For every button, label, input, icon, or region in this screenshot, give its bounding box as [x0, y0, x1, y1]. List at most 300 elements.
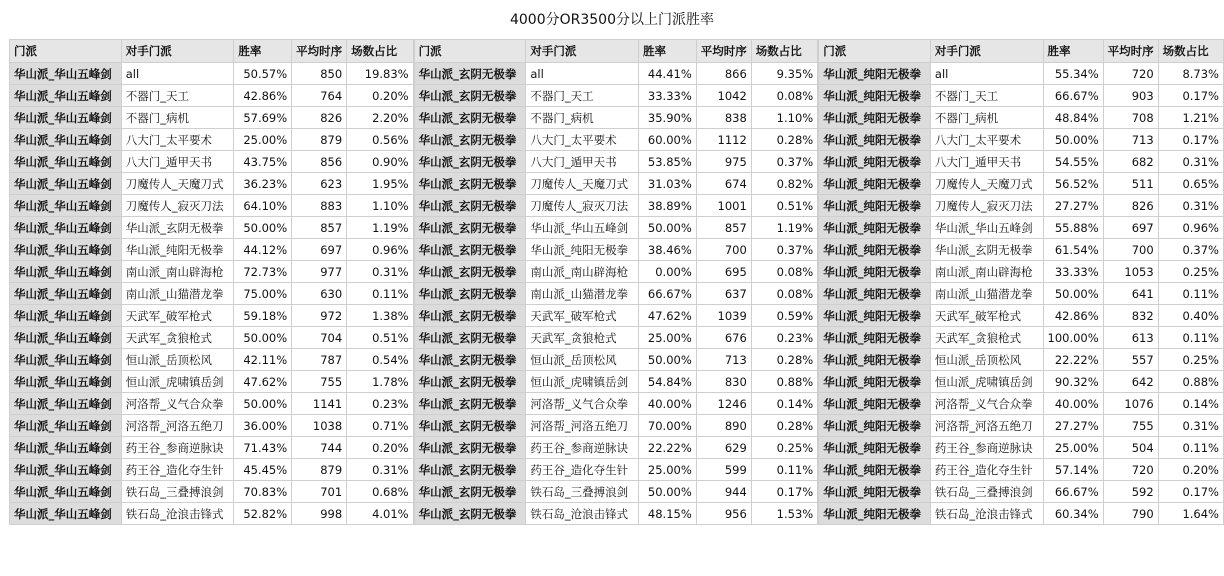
opponent-cell: 南山派_山猫潜龙拳 [121, 283, 234, 305]
sect-cell: 华山派_华山五峰剑 [10, 85, 122, 107]
sect-cell: 华山派_华山五峰剑 [10, 217, 122, 239]
winrate-cell: 42.11% [234, 349, 292, 371]
match-share-cell: 0.11% [1158, 283, 1223, 305]
opponent-cell: 河洛帮_义气合众拳 [121, 393, 234, 415]
table-row [10, 261, 414, 283]
avg-timing-cell: 977 [292, 261, 347, 283]
opponent-cell: 不器门_病机 [930, 107, 1043, 129]
opponent-cell: 不器门_病机 [121, 107, 234, 129]
winrate-cell: 59.18% [234, 305, 292, 327]
opponent-cell: 华山派_纯阳无极拳 [526, 239, 639, 261]
winrate-cell: 44.41% [639, 63, 697, 85]
match-share-cell: 0.23% [347, 393, 413, 415]
opponent-cell: 华山派_玄阴无极拳 [121, 217, 234, 239]
sect-cell: 华山派_华山五峰剑 [10, 393, 122, 415]
avg-timing-cell: 695 [696, 261, 751, 283]
table-row [414, 371, 818, 393]
table-header-row [10, 40, 414, 63]
table-row [819, 393, 1224, 415]
opponent-header: 对手门派 [526, 40, 639, 63]
winrate-header: 胜率 [639, 40, 697, 63]
table-row [414, 415, 818, 437]
match-share-cell: 0.17% [1158, 129, 1223, 151]
avg-timing-cell: 857 [696, 217, 751, 239]
opponent-cell: 药王谷_造化夺生针 [121, 459, 234, 481]
winrate-cell: 90.32% [1043, 371, 1103, 393]
opponent-cell: 南山派_南山辟海枪 [121, 261, 234, 283]
sect-cell: 华山派_华山五峰剑 [10, 195, 122, 217]
sect-cell: 华山派_华山五峰剑 [10, 481, 122, 503]
sect-cell: 华山派_纯阳无极拳 [819, 261, 931, 283]
winrate-cell: 64.10% [234, 195, 292, 217]
match-share-cell: 2.20% [347, 107, 413, 129]
avg-timing-cell: 1039 [696, 305, 751, 327]
winrate-cell: 66.67% [1043, 85, 1103, 107]
match-share-cell: 0.08% [751, 261, 817, 283]
match-share-cell: 0.25% [1158, 261, 1223, 283]
winrate-cell: 66.67% [639, 283, 697, 305]
match-share-cell: 0.11% [1158, 327, 1223, 349]
opponent-cell: 不器门_天工 [121, 85, 234, 107]
match-share-cell: 0.11% [751, 459, 817, 481]
sect-header: 门派 [819, 40, 931, 63]
avg-timing-cell: 623 [292, 173, 347, 195]
winrate-cell: 57.14% [1043, 459, 1103, 481]
avg-timing-cell: 642 [1103, 371, 1158, 393]
avg-timing-cell: 637 [696, 283, 751, 305]
sect-cell: 华山派_玄阴无极拳 [414, 217, 526, 239]
table-row [819, 239, 1224, 261]
sect-cell: 华山派_纯阳无极拳 [819, 393, 931, 415]
avg-timing-cell: 641 [1103, 283, 1158, 305]
avg-timing-cell: 975 [696, 151, 751, 173]
winrate-cell: 25.00% [1043, 437, 1103, 459]
winrate-cell: 57.69% [234, 107, 292, 129]
match-share-cell: 0.37% [751, 151, 817, 173]
opponent-cell: 刀魔传人_寂灭刀法 [121, 195, 234, 217]
table-row [10, 371, 414, 393]
table-row [414, 327, 818, 349]
table-header-row [414, 40, 818, 63]
winrate-cell: 22.22% [639, 437, 697, 459]
winrate-cell: 55.88% [1043, 217, 1103, 239]
sect-cell: 华山派_华山五峰剑 [10, 503, 122, 525]
sect-cell: 华山派_华山五峰剑 [10, 327, 122, 349]
opponent-cell: 河洛帮_义气合众拳 [526, 393, 639, 415]
winrate-cell: 44.12% [234, 239, 292, 261]
sect-cell: 华山派_华山五峰剑 [10, 415, 122, 437]
winrate-cell: 36.00% [234, 415, 292, 437]
sect-cell: 华山派_纯阳无极拳 [819, 503, 931, 525]
match-share-cell: 19.83% [347, 63, 413, 85]
avg-timing-cell: 592 [1103, 481, 1158, 503]
table-row [414, 85, 818, 107]
match-share-cell: 0.90% [347, 151, 413, 173]
winrate-cell: 47.62% [234, 371, 292, 393]
winrate-cell: 45.45% [234, 459, 292, 481]
opponent-cell: 恒山派_岳顶松风 [930, 349, 1043, 371]
opponent-header: 对手门派 [121, 40, 234, 63]
table-row [414, 349, 818, 371]
table-row [10, 415, 414, 437]
table-row [819, 503, 1224, 525]
opponent-cell: 华山派_玄阴无极拳 [930, 239, 1043, 261]
avg-timing-cell: 701 [292, 481, 347, 503]
match-share-cell: 0.11% [1158, 437, 1223, 459]
opponent-cell: 铁石岛_沧浪击锋式 [930, 503, 1043, 525]
winrate-cell: 50.00% [639, 481, 697, 503]
match-share-cell: 0.82% [751, 173, 817, 195]
opponent-cell: 药王谷_参商逆脉诀 [526, 437, 639, 459]
table-row [414, 481, 818, 503]
winrate-tables [9, 39, 1224, 525]
winrate-cell: 47.62% [639, 305, 697, 327]
table-header-row [819, 40, 1224, 63]
sect-cell: 华山派_纯阳无极拳 [819, 349, 931, 371]
winrate-cell: 50.00% [234, 217, 292, 239]
avg-timing-cell: 838 [696, 107, 751, 129]
avg-timing-cell: 504 [1103, 437, 1158, 459]
sect-cell: 华山派_华山五峰剑 [10, 239, 122, 261]
match-share-header: 场数占比 [1158, 40, 1223, 63]
table-row [414, 239, 818, 261]
table-row [819, 349, 1224, 371]
winrate-cell: 75.00% [234, 283, 292, 305]
sect-cell: 华山派_玄阴无极拳 [414, 481, 526, 503]
table-row [819, 63, 1224, 85]
sect-cell: 华山派_玄阴无极拳 [414, 85, 526, 107]
winrate-cell: 35.90% [639, 107, 697, 129]
opponent-cell: 恒山派_岳顶松风 [121, 349, 234, 371]
sect-cell: 华山派_纯阳无极拳 [819, 217, 931, 239]
avg-timing-cell: 674 [696, 173, 751, 195]
winrate-cell: 52.82% [234, 503, 292, 525]
avg-timing-cell: 744 [292, 437, 347, 459]
match-share-cell: 4.01% [347, 503, 413, 525]
sect-cell: 华山派_玄阴无极拳 [414, 437, 526, 459]
avg-timing-cell: 676 [696, 327, 751, 349]
sect-cell: 华山派_纯阳无极拳 [819, 239, 931, 261]
sect-cell: 华山派_纯阳无极拳 [819, 107, 931, 129]
opponent-cell: 药王谷_参商逆脉诀 [121, 437, 234, 459]
avg-timing-cell: 944 [696, 481, 751, 503]
avg-timing-cell: 682 [1103, 151, 1158, 173]
avg-timing-cell: 856 [292, 151, 347, 173]
avg-timing-cell: 850 [292, 63, 347, 85]
sect-cell: 华山派_纯阳无极拳 [819, 371, 931, 393]
sect-cell: 华山派_纯阳无极拳 [819, 459, 931, 481]
winrate-cell: 40.00% [1043, 393, 1103, 415]
match-share-header: 场数占比 [751, 40, 817, 63]
table-row [819, 173, 1224, 195]
winrate-header: 胜率 [1043, 40, 1103, 63]
opponent-cell: 不器门_天工 [526, 85, 639, 107]
winrate-header: 胜率 [234, 40, 292, 63]
winrate-cell: 54.55% [1043, 151, 1103, 173]
avg-timing-cell: 629 [696, 437, 751, 459]
table-row [819, 327, 1224, 349]
avg-timing-cell: 998 [292, 503, 347, 525]
avg-timing-cell: 903 [1103, 85, 1158, 107]
table-row [819, 481, 1224, 503]
sect-cell: 华山派_玄阴无极拳 [414, 129, 526, 151]
opponent-cell: 南山派_南山辟海枪 [930, 261, 1043, 283]
avg-timing-cell: 826 [1103, 195, 1158, 217]
table-row [819, 129, 1224, 151]
opponent-cell: 天武军_破军枪式 [121, 305, 234, 327]
sect-cell: 华山派_玄阴无极拳 [414, 195, 526, 217]
opponent-cell: 刀魔传人_天魔刀式 [526, 173, 639, 195]
opponent-cell: 河洛帮_河洛五绝刀 [930, 415, 1043, 437]
match-share-cell: 0.65% [1158, 173, 1223, 195]
winrate-table-3 [818, 39, 1224, 525]
match-share-cell: 1.10% [751, 107, 817, 129]
opponent-cell: 华山派_华山五峰剑 [526, 217, 639, 239]
avg-timing-cell: 1053 [1103, 261, 1158, 283]
winrate-cell: 50.00% [234, 327, 292, 349]
avg-timing-cell: 879 [292, 129, 347, 151]
table-row [10, 195, 414, 217]
winrate-cell: 36.23% [234, 173, 292, 195]
match-share-cell: 1.19% [751, 217, 817, 239]
winrate-cell: 71.43% [234, 437, 292, 459]
avg-timing-cell: 890 [696, 415, 751, 437]
table-row [819, 371, 1224, 393]
opponent-cell: all [930, 63, 1043, 85]
table-row [414, 503, 818, 525]
opponent-cell: 刀魔传人_天魔刀式 [930, 173, 1043, 195]
winrate-cell: 33.33% [639, 85, 697, 107]
sect-cell: 华山派_纯阳无极拳 [819, 129, 931, 151]
opponent-cell: 华山派_华山五峰剑 [930, 217, 1043, 239]
sect-cell: 华山派_华山五峰剑 [10, 261, 122, 283]
table-row [10, 283, 414, 305]
sect-cell: 华山派_纯阳无极拳 [819, 283, 931, 305]
table-row [414, 151, 818, 173]
winrate-cell: 43.75% [234, 151, 292, 173]
sect-cell: 华山派_华山五峰剑 [10, 437, 122, 459]
match-share-cell: 0.20% [347, 85, 413, 107]
match-share-cell: 0.51% [347, 327, 413, 349]
avg-timing-header: 平均时序 [1103, 40, 1158, 63]
opponent-cell: all [121, 63, 234, 85]
opponent-cell: 八大门_遁甲天书 [121, 151, 234, 173]
table-row [414, 261, 818, 283]
table-row [10, 327, 414, 349]
match-share-cell: 0.17% [1158, 85, 1223, 107]
match-share-cell: 0.37% [751, 239, 817, 261]
match-share-cell: 1.19% [347, 217, 413, 239]
winrate-cell: 40.00% [639, 393, 697, 415]
table-row [10, 349, 414, 371]
avg-timing-cell: 956 [696, 503, 751, 525]
sect-cell: 华山派_玄阴无极拳 [414, 107, 526, 129]
avg-timing-cell: 1038 [292, 415, 347, 437]
winrate-cell: 38.46% [639, 239, 697, 261]
winrate-cell: 31.03% [639, 173, 697, 195]
avg-timing-header: 平均时序 [696, 40, 751, 63]
avg-timing-cell: 708 [1103, 107, 1158, 129]
match-share-cell: 0.96% [347, 239, 413, 261]
table-row [10, 151, 414, 173]
page-title: 4000分OR3500分以上门派胜率 [509, 12, 714, 28]
table-row [10, 305, 414, 327]
avg-timing-cell: 883 [292, 195, 347, 217]
avg-timing-cell: 790 [1103, 503, 1158, 525]
winrate-cell: 33.33% [1043, 261, 1103, 283]
winrate-cell: 53.85% [639, 151, 697, 173]
avg-timing-cell: 826 [292, 107, 347, 129]
opponent-cell: 刀魔传人_天魔刀式 [121, 173, 234, 195]
match-share-cell: 0.08% [751, 283, 817, 305]
table-row [414, 63, 818, 85]
match-share-cell: 9.35% [751, 63, 817, 85]
avg-timing-cell: 857 [292, 217, 347, 239]
winrate-cell: 42.86% [1043, 305, 1103, 327]
avg-timing-cell: 755 [1103, 415, 1158, 437]
winrate-cell: 50.00% [1043, 129, 1103, 151]
opponent-cell: 八大门_遁甲天书 [526, 151, 639, 173]
match-share-cell: 0.31% [1158, 195, 1223, 217]
table-row [10, 85, 414, 107]
opponent-cell: 河洛帮_河洛五绝刀 [121, 415, 234, 437]
match-share-cell: 0.31% [347, 261, 413, 283]
avg-timing-cell: 630 [292, 283, 347, 305]
opponent-cell: 南山派_山猫潜龙拳 [526, 283, 639, 305]
avg-timing-cell: 1141 [292, 393, 347, 415]
winrate-cell: 60.00% [639, 129, 697, 151]
avg-timing-cell: 713 [1103, 129, 1158, 151]
avg-timing-cell: 1112 [696, 129, 751, 151]
sect-cell: 华山派_华山五峰剑 [10, 107, 122, 129]
opponent-cell: 药王谷_造化夺生针 [526, 459, 639, 481]
opponent-cell: 恒山派_虎啸镇岳剑 [526, 371, 639, 393]
table-row [819, 107, 1224, 129]
winrate-cell: 56.52% [1043, 173, 1103, 195]
match-share-cell: 0.56% [347, 129, 413, 151]
winrate-cell: 55.34% [1043, 63, 1103, 85]
sect-cell: 华山派_华山五峰剑 [10, 283, 122, 305]
table-row [414, 305, 818, 327]
winrate-cell: 38.89% [639, 195, 697, 217]
winrate-cell: 25.00% [234, 129, 292, 151]
sect-cell: 华山派_玄阴无极拳 [414, 261, 526, 283]
table-row [10, 239, 414, 261]
table-row [414, 217, 818, 239]
winrate-cell: 42.86% [234, 85, 292, 107]
sect-cell: 华山派_玄阴无极拳 [414, 173, 526, 195]
table-row [819, 217, 1224, 239]
match-share-cell: 1.64% [1158, 503, 1223, 525]
match-share-cell: 0.88% [751, 371, 817, 393]
table-row [819, 195, 1224, 217]
winrate-cell: 61.54% [1043, 239, 1103, 261]
avg-timing-cell: 1042 [696, 85, 751, 107]
sect-cell: 华山派_纯阳无极拳 [819, 195, 931, 217]
sect-cell: 华山派_华山五峰剑 [10, 173, 122, 195]
opponent-cell: 南山派_山猫潜龙拳 [930, 283, 1043, 305]
avg-timing-cell: 700 [1103, 239, 1158, 261]
match-share-cell: 0.71% [347, 415, 413, 437]
opponent-cell: 不器门_天工 [930, 85, 1043, 107]
avg-timing-cell: 713 [696, 349, 751, 371]
match-share-cell: 0.31% [1158, 151, 1223, 173]
table-row [414, 195, 818, 217]
opponent-cell: 恒山派_岳顶松风 [526, 349, 639, 371]
match-share-cell: 1.38% [347, 305, 413, 327]
sect-cell: 华山派_玄阴无极拳 [414, 459, 526, 481]
opponent-cell: 南山派_南山辟海枪 [526, 261, 639, 283]
match-share-cell: 1.78% [347, 371, 413, 393]
sect-cell: 华山派_玄阴无极拳 [414, 283, 526, 305]
avg-timing-cell: 720 [1103, 63, 1158, 85]
table-row [10, 503, 414, 525]
avg-timing-cell: 879 [292, 459, 347, 481]
match-share-cell: 0.17% [751, 481, 817, 503]
table-row [819, 151, 1224, 173]
table-row [414, 173, 818, 195]
winrate-table-2 [414, 39, 819, 525]
table-row [414, 107, 818, 129]
match-share-cell: 0.37% [1158, 239, 1223, 261]
avg-timing-cell: 830 [696, 371, 751, 393]
opponent-cell: 恒山派_虎啸镇岳剑 [930, 371, 1043, 393]
winrate-cell: 50.57% [234, 63, 292, 85]
sect-cell: 华山派_纯阳无极拳 [819, 415, 931, 437]
match-share-cell: 8.73% [1158, 63, 1223, 85]
match-share-cell: 0.59% [751, 305, 817, 327]
sect-cell: 华山派_华山五峰剑 [10, 129, 122, 151]
match-share-cell: 0.54% [347, 349, 413, 371]
opponent-cell: 铁石岛_沧浪击锋式 [121, 503, 234, 525]
match-share-cell: 0.28% [751, 349, 817, 371]
avg-timing-cell: 557 [1103, 349, 1158, 371]
opponent-cell: 刀魔传人_寂灭刀法 [526, 195, 639, 217]
sect-cell: 华山派_玄阴无极拳 [414, 151, 526, 173]
sect-cell: 华山派_纯阳无极拳 [819, 63, 931, 85]
table-row [819, 305, 1224, 327]
table-row [819, 437, 1224, 459]
opponent-cell: 刀魔传人_寂灭刀法 [930, 195, 1043, 217]
opponent-cell: 不器门_病机 [526, 107, 639, 129]
winrate-cell: 72.73% [234, 261, 292, 283]
avg-timing-cell: 1076 [1103, 393, 1158, 415]
match-share-cell: 0.17% [1158, 481, 1223, 503]
table-row [10, 217, 414, 239]
opponent-cell: 天武军_贪狼枪式 [121, 327, 234, 349]
opponent-cell: 天武军_破军枪式 [930, 305, 1043, 327]
winrate-cell: 60.34% [1043, 503, 1103, 525]
opponent-cell: 八大门_遁甲天书 [930, 151, 1043, 173]
sect-cell: 华山派_玄阴无极拳 [414, 239, 526, 261]
avg-timing-cell: 1001 [696, 195, 751, 217]
opponent-cell: 八大门_太平要术 [526, 129, 639, 151]
table-row [10, 481, 414, 503]
sect-cell: 华山派_玄阴无极拳 [414, 327, 526, 349]
match-share-cell: 1.21% [1158, 107, 1223, 129]
table-row [414, 129, 818, 151]
sect-header: 门派 [414, 40, 526, 63]
table-row [10, 129, 414, 151]
winrate-cell: 27.27% [1043, 415, 1103, 437]
avg-timing-cell: 972 [292, 305, 347, 327]
match-share-header: 场数占比 [347, 40, 413, 63]
winrate-cell: 54.84% [639, 371, 697, 393]
opponent-cell: 药王谷_参商逆脉诀 [930, 437, 1043, 459]
match-share-cell: 0.28% [751, 415, 817, 437]
match-share-cell: 0.14% [751, 393, 817, 415]
table-row [819, 85, 1224, 107]
